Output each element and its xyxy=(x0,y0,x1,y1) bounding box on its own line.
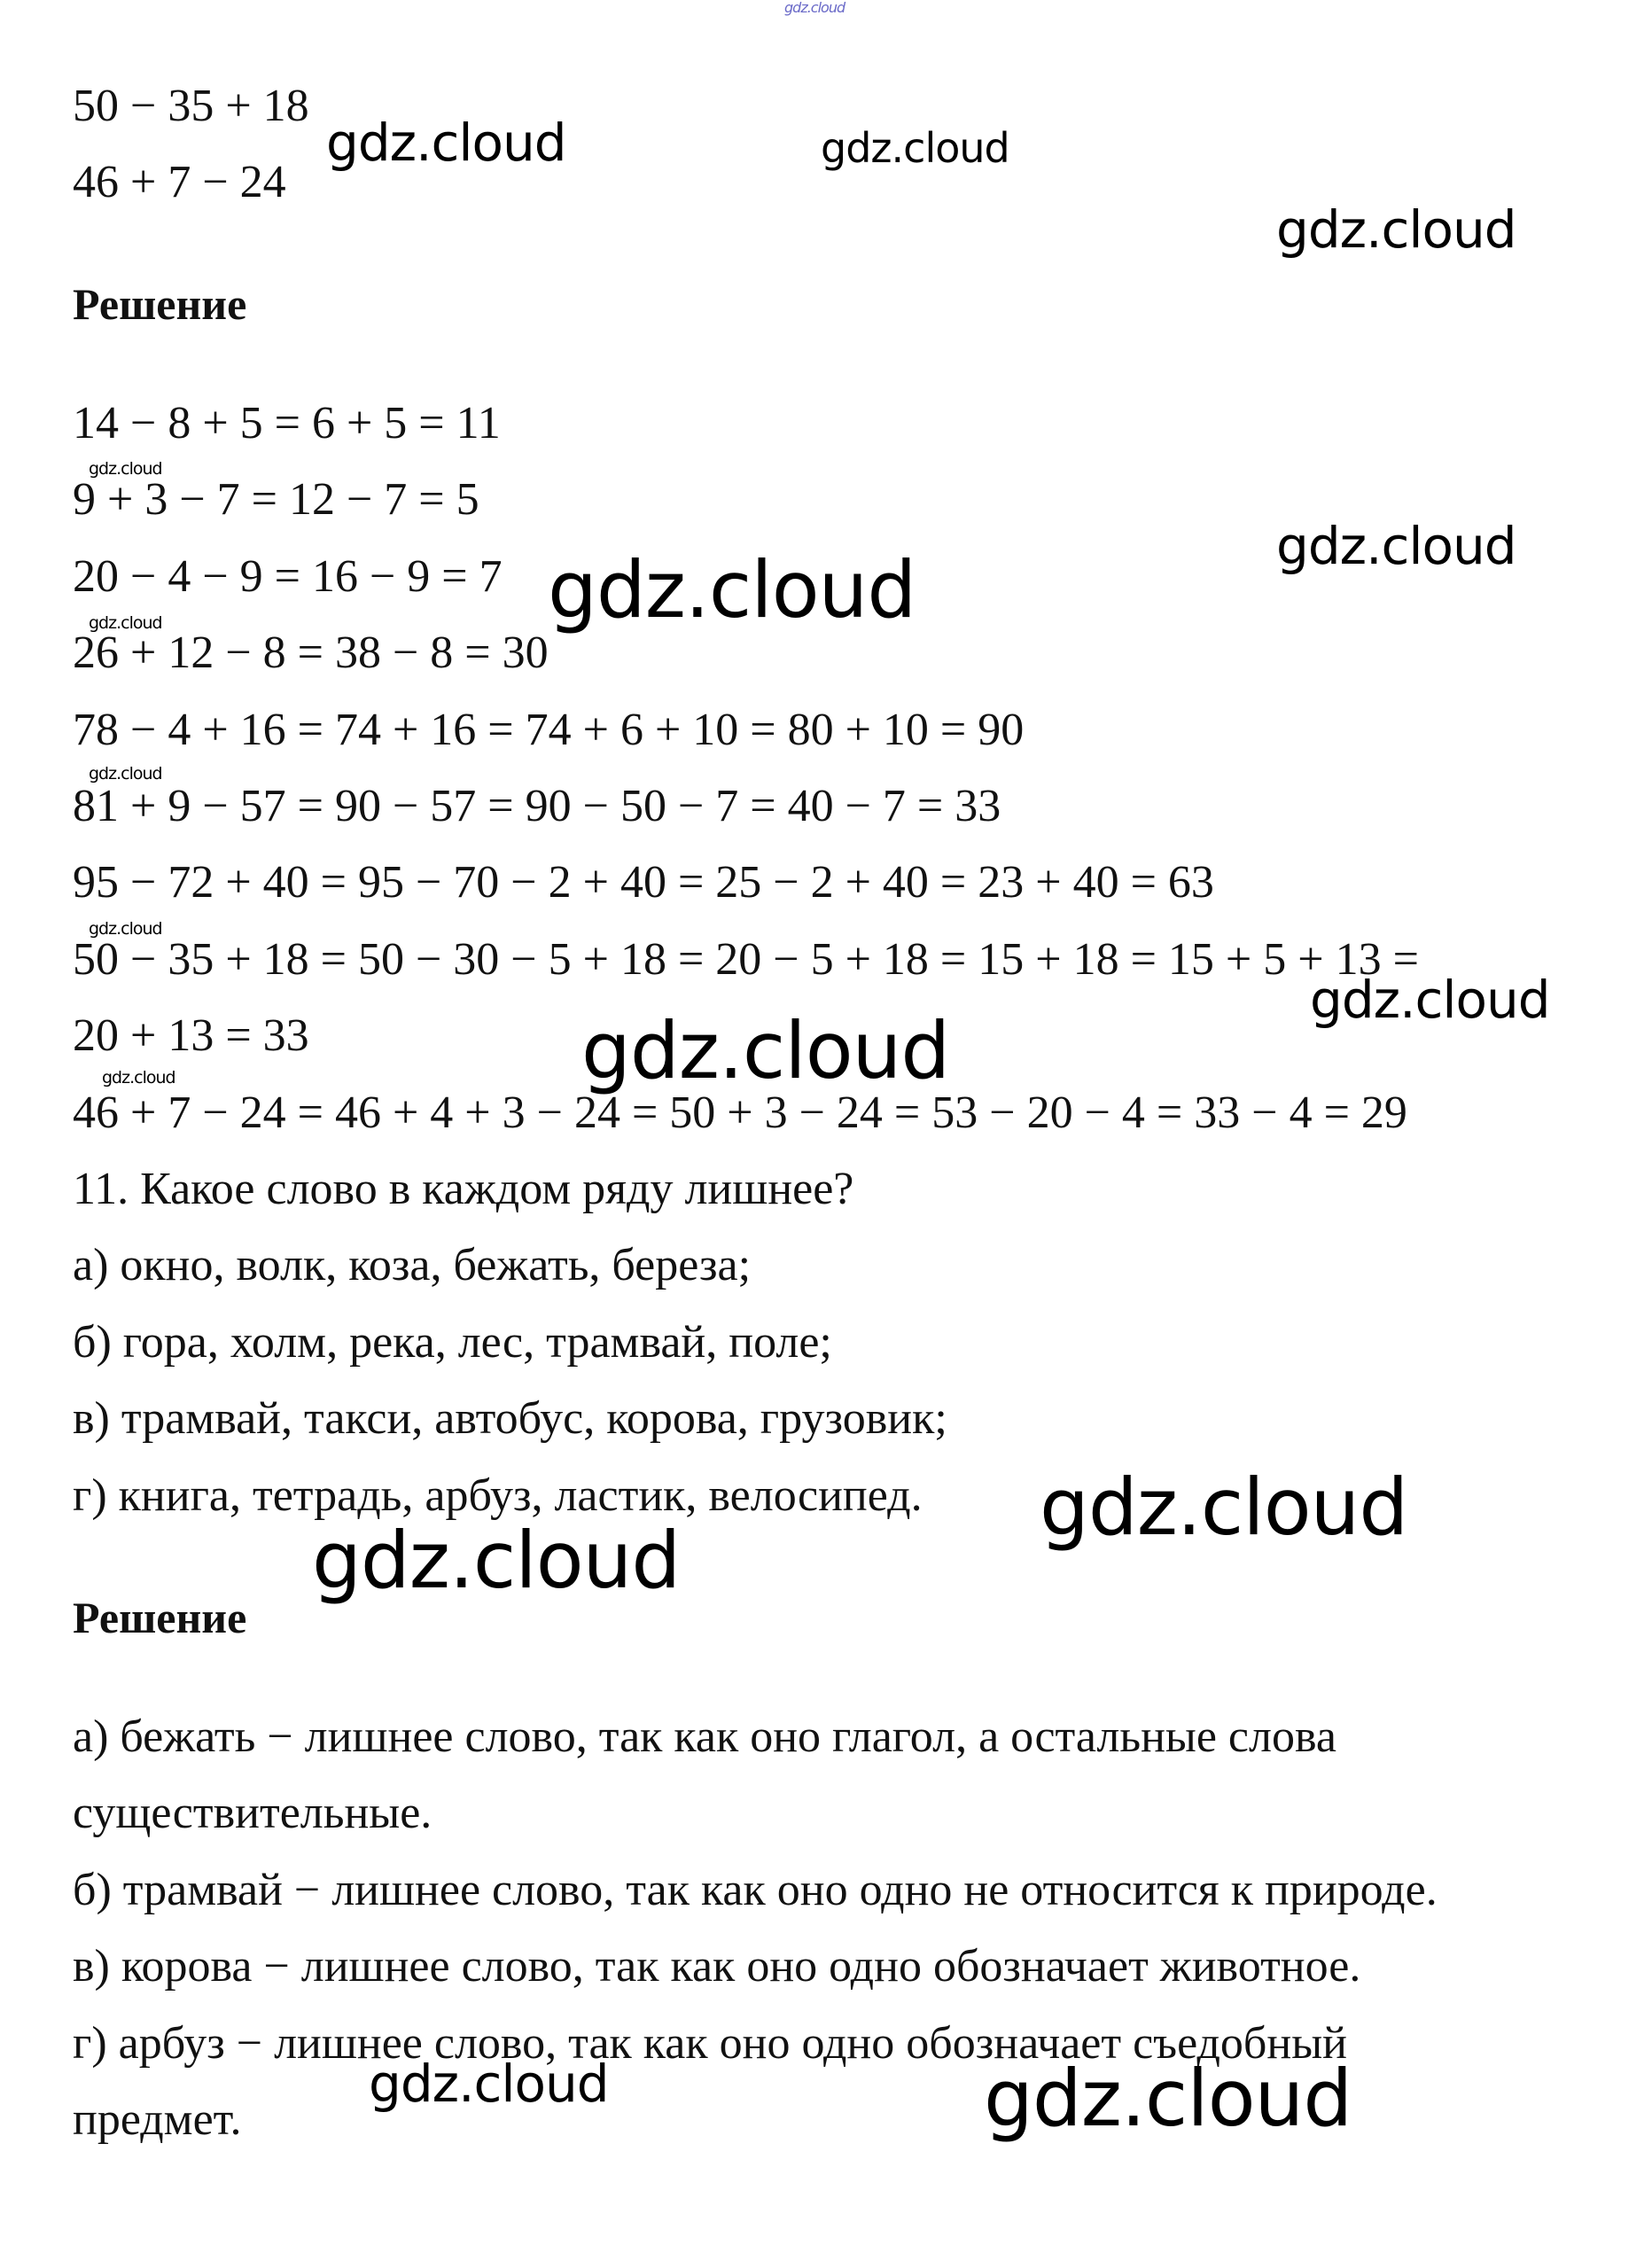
solution-line: 26 + 12 − 8 = 38 − 8 = 30 xyxy=(73,628,549,678)
watermark: gdz.cloud xyxy=(1276,199,1516,260)
solution-line: 20 − 4 − 9 = 16 − 9 = 7 xyxy=(73,551,503,602)
task-question: 11. Какое слово в каждом ряду лишнее? xyxy=(73,1164,854,1214)
watermark: gdz.cloud xyxy=(369,2054,609,2114)
task-option: в) трамвай, такси, автобус, корова, грузовик; xyxy=(73,1393,947,1444)
solution-line: 46 + 7 − 24 = 46 + 4 + 3 − 24 = 50 + 3 − 24 = 53 − 20 − 4 = 33 − 4 = 29 xyxy=(73,1087,1407,1138)
intro-expression: 50 − 35 + 18 xyxy=(73,81,309,131)
task-option: б) гора, холм, река, лес, трамвай, поле; xyxy=(73,1317,832,1368)
answer-line: в) корова − лишнее слово, так как оно одно обозначает животное. xyxy=(73,1941,1361,1992)
solution-line: 81 + 9 − 57 = 90 − 57 = 90 − 50 − 7 = 40 − 7 = 33 xyxy=(73,781,1001,831)
intro-expression: 46 + 7 − 24 xyxy=(73,157,286,207)
answer-line: б) трамвай − лишнее слово, так как оно одно не относится к природе. xyxy=(73,1865,1438,1915)
top-watermark: gdz.cloud xyxy=(784,0,845,16)
answer-line: существительные. xyxy=(73,1788,432,1838)
solution-line: 20 + 13 = 33 xyxy=(73,1010,309,1061)
watermark: gdz.cloud xyxy=(89,613,162,633)
watermark: gdz.cloud xyxy=(1276,516,1516,576)
solution-line: 95 − 72 + 40 = 95 − 70 − 2 + 40 = 25 − 2 + 40 = 23 + 40 = 63 xyxy=(73,857,1214,908)
answer-line: г) арбуз − лишнее слово, так как оно одно обозначает съедобный xyxy=(73,2018,1347,2069)
watermark: gdz.cloud xyxy=(1040,1462,1408,1553)
solution-heading: Решение xyxy=(73,279,247,329)
answer-line: а) бежать − лишнее слово, так как оно глагол, а остальные слова xyxy=(73,1711,1336,1762)
watermark: gdz.cloud xyxy=(1310,970,1550,1030)
watermark: gdz.cloud xyxy=(821,124,1009,172)
solution-line: 78 − 4 + 16 = 74 + 16 = 74 + 6 + 10 = 80 + 10 = 90 xyxy=(73,705,1025,755)
task-option: г) книга, тетрадь, арбуз, ластик, велосипед. xyxy=(73,1470,923,1521)
solution-line: 9 + 3 − 7 = 12 − 7 = 5 xyxy=(73,474,479,525)
watermark: gdz.cloud xyxy=(102,1068,175,1087)
solution-line: 50 − 35 + 18 = 50 − 30 − 5 + 18 = 20 − 5 + 18 = 15 + 18 = 15 + 5 + 13 = xyxy=(73,934,1419,985)
task-option: а) окно, волк, коза, бежать, береза; xyxy=(73,1240,752,1290)
watermark: gdz.cloud xyxy=(326,113,566,173)
watermark: gdz.cloud xyxy=(548,544,916,635)
watermark: gdz.cloud xyxy=(89,919,162,939)
watermark: gdz.cloud xyxy=(89,459,162,479)
answer-line: предмет. xyxy=(73,2094,242,2145)
watermark: gdz.cloud xyxy=(581,1005,950,1096)
solution-heading: Решение xyxy=(73,1593,247,1642)
solution-line: 14 − 8 + 5 = 6 + 5 = 11 xyxy=(73,398,501,448)
watermark: gdz.cloud xyxy=(984,2053,1352,2144)
watermark: gdz.cloud xyxy=(89,764,162,783)
watermark: gdz.cloud xyxy=(312,1515,681,1606)
